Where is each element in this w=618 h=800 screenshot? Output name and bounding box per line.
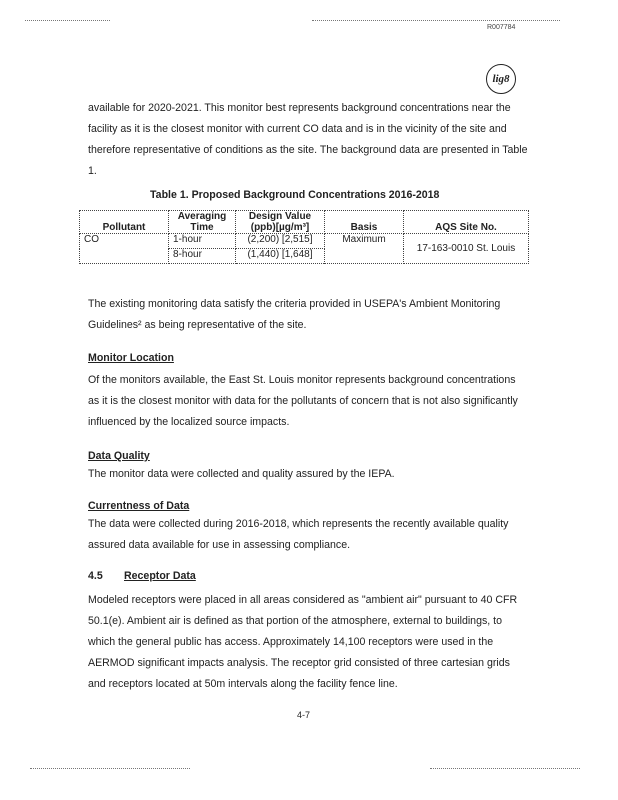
cell-averaging: 1-hour [169,234,236,249]
table-row [80,234,529,249]
document-id: R007784 [487,24,516,31]
th-averaging: Averaging Time [169,211,236,234]
cell-design: (2,200) [2,515] [236,234,325,249]
data-quality-heading: Data Quality [88,450,150,462]
section-number: 4.5 [88,570,103,582]
bottom-dotted-rule-left [30,768,190,769]
logo-seal-icon: lig8 [486,64,516,94]
top-dotted-rule-left [25,20,110,21]
monitor-location-heading: Monitor Location [88,352,174,364]
page-number: 4-7 [297,710,311,720]
table-header-row [80,211,529,234]
currentness-heading: Currentness of Data [88,500,190,512]
top-dotted-rule-right [312,20,560,21]
th-basis: Basis [325,211,404,234]
cell-design: (1,440) [1,648] [236,249,325,264]
cell-pollutant: CO [80,234,169,264]
currentness-text: The data were collected during 2016-2018, which represents the recently available quality assured data available for use in assessing compliance. [88,518,509,551]
existing-data-paragraph: The existing monitoring data satisfy the criteria provided in USEPA's Ambient Monitoring Guidelines² as being representative of the site. [88,298,501,331]
cell-aqs: 17-163-0010 St. Louis [404,234,529,264]
intro-paragraph: available for 2020-2021. This monitor best represents background concentrations near the facility as it is the closest monitor with current CO data and is in the vicinity of the site and therefore representative of conditions as the site. The background data are presented in Table 1. [88,102,528,177]
monitor-location-text: Of the monitors available, the East St. Louis monitor represents background concentrations as it is the closest monitor with data for the pollutants of concern that is not also significantly influenced by the localized source impacts. [88,374,518,428]
table-caption: Table 1. Proposed Background Concentrations 2016-2018 [150,189,440,201]
th-pollutant: Pollutant [80,211,169,234]
bottom-dotted-rule-right [430,768,580,769]
background-table [79,210,529,264]
th-aqs: AQS Site No. [404,211,529,234]
cell-basis: Maximum [325,234,404,264]
receptor-text: Modeled receptors were placed in all areas considered as "ambient air" pursuant to 40 CFR 50.1(e). Ambient air is defined as that portion of the atmosphere, external to buildings, to which the general public has access. Approximately 14,100 receptors were used in the AERMOD significant impacts analysis. The receptor grid consisted of three cartesian grids and receptors located at 50m intervals along the facility fence line. [88,594,518,690]
receptor-heading: Receptor Data [124,570,196,582]
cell-averaging: 8-hour [169,249,236,264]
data-quality-text: The monitor data were collected and quality assured by the IEPA. [88,468,395,480]
th-design: Design Value (ppb)[µg/m³] [236,211,325,234]
